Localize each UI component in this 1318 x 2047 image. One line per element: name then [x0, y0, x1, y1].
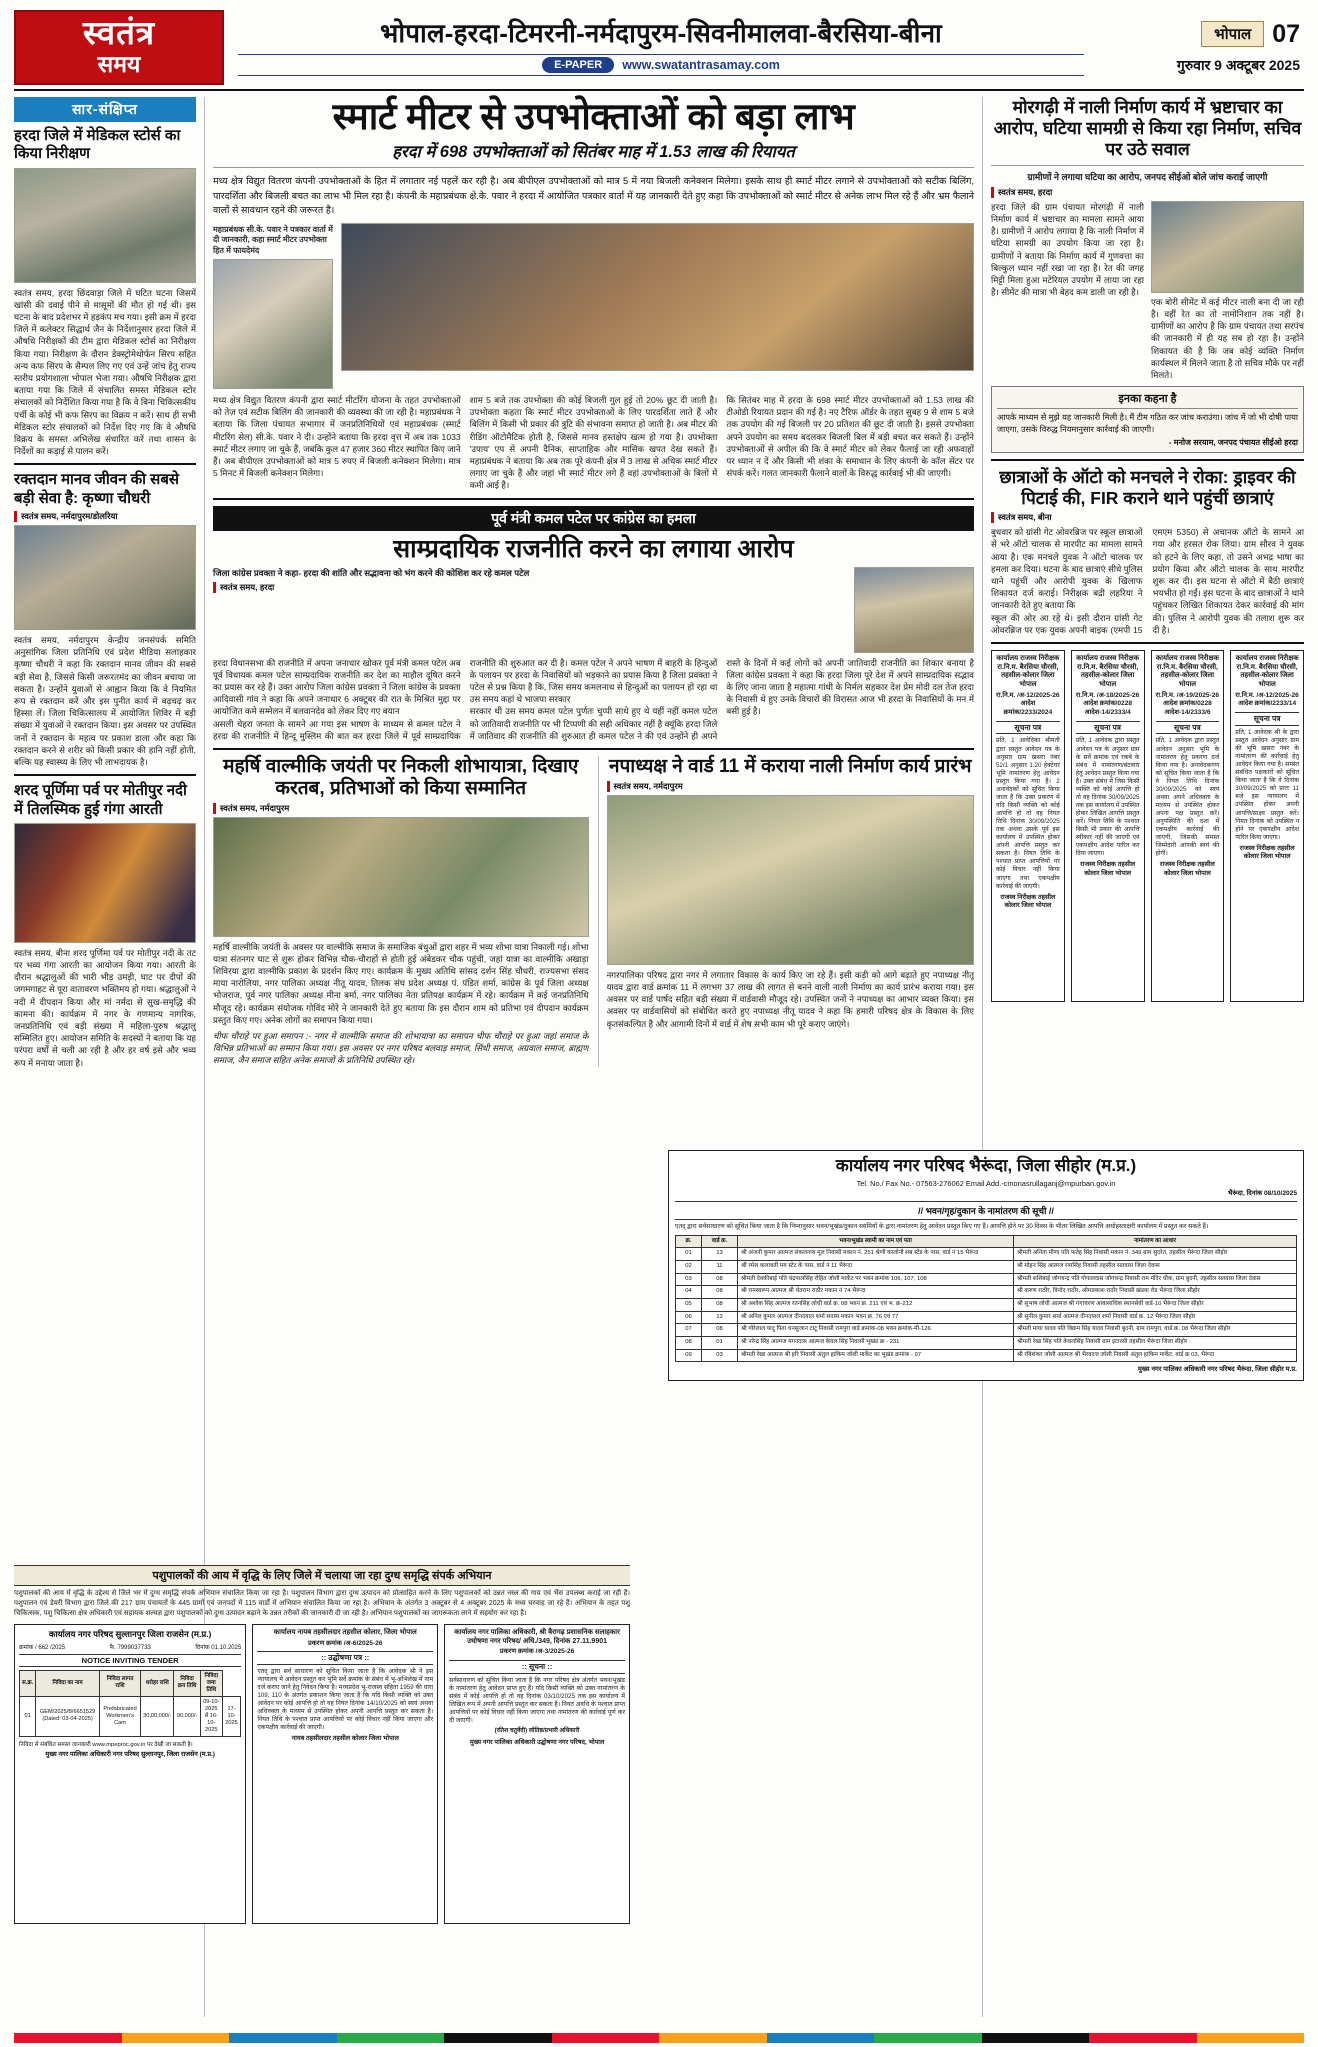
np-intro: एतद् द्वारा सर्वसाधारण को सूचित किया जाता है कि निम्नानुसार भवन/भूखंड/दुकान स्वामियों के द्वारा नामांतरण हेतु आवेदन प्रस्तुत किए गए हैं। आपत्ति होने पर 30 दिवस के भीतर लिखित आपत्ति अधोहस्ताक्षरी कार्यालय में प्रस्तुत कर सकते हैं।: [675, 1223, 1209, 1231]
np-col-ward: वार्ड क्र.: [702, 1235, 738, 1248]
tender-cell: 30,00,000/-: [141, 1696, 174, 1736]
np-cell: श्री अंजनी कुमार आत्मज संकलनाथ मूल निवासी मकान नं. 251 श्रेणी कालोनी सब स्टेंड के पास, वार्ड नं 15 भैरूंदा: [738, 1248, 1014, 1261]
np-cell: श्रीमती रेखा आत्मज श्री हरि निवासी अंतुल हाकिम जोशी मार्केट का भूखंड क्रमांक - 97: [738, 1349, 1014, 1362]
np-cell: 08: [702, 1273, 738, 1286]
nali-body: नगरपालिका परिषद द्वारा नगर में लगातार विकास के कार्य किए जा रहे हैं। इसी कड़ी को आगे बढ़ाते हुए नपाध्यक्ष नीतू यादव द्वारा वार्ड क्रमांक 11 में लगभग 37 लाख की लागत से बनने वाली नाली निर्माण का कार्य प्रारंभ कराया गया। इस अवसर पर वार्ड पार्षद सहित बड़ी संख्या में वार्डवासी मौजूद रहे। उपस्थित जनों ने नपाध्यक्ष का आभार व्यक्त किया। इस अवसर पर वार्डवासियों को संबोधित करते हुए नपाध्यक्ष नीतू यादव ने कहा कि हमारी परिषद क्षेत्र के विकास के लिए कृतसंकल्पित है और आगामी दिनों में वार्ड में शेष सभी काम भी पूरे कराए जाएंगे।: [606, 969, 974, 1029]
lead-subheadline: हरदा में 698 उपभोक्ताओं को सितंबर माह में 1.53 लाख की रियायत: [392, 142, 795, 161]
np-place-date: भैरूंदा, दिनांक 08/10/2025: [1227, 1190, 1297, 1198]
tender-office: कार्यालय नगर परिषद सुल्तानपुर जिला राजसेन (म.प्र.): [48, 1628, 212, 1639]
valmiki-story: [213, 756, 589, 1067]
np-cell: 07: [676, 1324, 702, 1337]
tender-band: NOTICE INVITING TENDER: [19, 1654, 241, 1667]
politics-photo: [854, 567, 974, 653]
politics-headline: साम्प्रदायिक राजनीति करने का लगाया आरोप: [393, 534, 794, 563]
tender-col-header: निविदा जमा तिथि: [200, 1670, 222, 1696]
np-cell: श्रीमती देवकीबाई पति चंद्रपालसिंह रोहित जोशी मार्केट पर भवन क्रमांक 106, 107, 108: [738, 1273, 1014, 1286]
np-table-row: [676, 1261, 1297, 1274]
politics-body-col-2: असली चेहरा जनता के सामने आ गया इस भाषण के माध्यम से कमल पटेल ने हरदा की राजनीति में हिन्दू मुस्लिम की बात कर हरदा जिले में पूर्व साम्प्रदायिक राजनीति की शुरुआत कर दी है। कमल पटेल ने अपने भाषण में बाहरी के हिन्दुओं के पलायन पर हरदा के निवासियों को भड़काने का प्रयास किया है जिला प्रवक्ता ने पटेल से प्रश्न किया है कि, जिस समय कमलनाथ से हिन्दुओं का पलायन हो रहा था उस समय कहां थे भाजपा सरकार: [213, 657, 718, 741]
notice-signature: राजस्व निरीक्षक तहसील कोलार जिला भोपाल: [1080, 861, 1136, 877]
np-cell: 11: [702, 1261, 738, 1274]
city-badge: भोपाल: [1201, 21, 1264, 47]
politics-kicker: पूर्व मंत्री कमल पटेल पर कांग्रेस का हमला: [213, 506, 974, 531]
notice-body: एतद् द्वारा सर्व साधारण को सूचित किया जाता है कि आवेदक श्री ने इस न्यायालय में आवेदन प्रस्तुत कर भूमि सर्वे क्रमांक के संबंध में भू-अभिलेख में नाम दर्ज कराए जाने हेतु निवेदन किया है। मध्यप्रदेश भू-राजस्व संहिता 1959 की धारा 109, 110 के अंतर्गत प्रकाशन किया जाता है कि यदि किसी व्यक्ति को उक्त आवेदन पर कोई आपत्ति हो तो वह नियत दिनांक 14/10/2025 को स्वयं अथवा अधिवक्ता के माध्यम से उपस्थित होकर अपनी आपत्ति प्रस्तुत कर सकता है। नियत तिथि के पश्चात प्राप्त आपत्तियों पर कोई विचार नहीं किया जाएगा और एकपक्षीय कार्रवाई की जाएगी।: [257, 1667, 434, 1732]
valmiki-footnote: चीफ चौराहे पर हुआ समापन :- नगर में वाल्मीकि समाज की शोभायात्रा का समापन चीफ चौराहे पर हुआ जहां समाज के विभिन्न प्रतिभाओं का सम्मान किया गया। इस अवसर पर नगर परिषद बलवाड़ समाज, सिंधी समाज, अग्रवाल समाज, ब्राह्मण समाज, जैन समाज सहित अनेक समाजों के प्रतिनिधि उपस्थित रहे।: [213, 1031, 589, 1066]
np-band: // भवन/गृह/दुकान के नामांतरण की सूची //: [675, 1201, 1297, 1220]
cattle-campaign-text: पशुपालकों की आय में वृद्धि के उद्देश्य से जिले भर में दुग्ध समृद्धि संपर्क अभियान संचालित किया जा रहा है। पशुपालन विभाग द्वारा दुग्ध उत्पादन को प्रोत्साहित करने के लिए पशुपालकों को उन्नत नस्ल की गाय एवं भैंस उपलब्ध कराई जा रही हैं। पशुपालन एवं डेयरी विभाग द्वारा जिले की 217 ग्राम पंचायतों के 445 ग्रामों एवं जनपदों में 115 वार्डों में अभियान संचालित किया जा रहा है। अभियान के अंतर्गत 3 अक्टूबर से 4 अक्टूबर 2025 के मध्य घरवाह जा रहे हैं। अभियान के तहत पशु चिकित्सक, पशु चिकित्सा क्षेत्र अधिकारी एवं सहायक शल्यज्ञ द्वारा पशुपालकों को दुग्ध उत्पादन बढ़ाने के उन्नत तरीकों की जानकारी दी जा रही है। अभियान पशुपालकों का जागरूकता लाने में सहयोग कर रहा है।: [14, 1590, 630, 1617]
masthead-right: [1084, 10, 1304, 85]
nali-story: [598, 756, 975, 1067]
tender-ref-no: क्रमांक / 662 /2025: [19, 1644, 66, 1651]
notice-card: [1071, 650, 1145, 1002]
mid-lower-stories: [213, 756, 974, 1067]
article-photo: [14, 823, 196, 943]
notice-case-no: रा.नि.म. /अ-19/2025-26 आदेश क्रमांक/0228 आदेश-14/2333/6: [1155, 691, 1220, 717]
np-table-row: [676, 1248, 1297, 1261]
revenue-notices: [991, 650, 1304, 1002]
auto-body-col-2: स्कूल की ओर आ रहे थे। इसी दौरान ग्रांसी गेट ओवरब्रिज पर एक युवक अपनी बाइक (एमपी 15 एमएम 5350) से अचानक ऑटो के सामने आ गया और हरसत रोक लिया। ग्राम सौरव ने युवक को हटने के लिए कहा, तो उसने अभद्र भाषा का प्रयोग किया और ऑटो चालक के साथ मारपीट शुरू कर दी। इस घटना से ऑटो में बैठी छात्राएं भयभीत हो गईं। इस घटना के बाद छात्राओं ने थाने पहुंचकर लिखित शिकायत देकर कार्रवाई की मांग की। पुलिस ने आरोपी युवक की तलाश शुरू कर दी है।: [991, 527, 1304, 635]
notice-band: :: सूचना ::: [449, 1660, 625, 1674]
masthead-center: [224, 10, 1084, 85]
np-cell: 09: [676, 1349, 702, 1362]
np-title: कार्यालय नगर परिषद भैरूंदा, जिला सीहोर (म.प्र.): [835, 1156, 1137, 1175]
notice-band: सूचना पत्र: [1076, 721, 1140, 735]
tender-signature: मुख्य नगर पालिका अधिकारी नगर परिषद सुल्तानपुर, जिला राजसेन (म.प्र.): [45, 1750, 215, 1758]
politics-byline: स्वतंत्र समय, हरदा: [213, 582, 846, 593]
tender-notice: [14, 1624, 246, 1924]
tender-cell: 01: [20, 1696, 36, 1736]
np-cell: 08: [702, 1299, 738, 1312]
morgadhi-headline: मोरगढ़ी में नाली निर्माण कार्य में भ्रष्टाचार का आरोप, घटिया सामग्री से किया रहा निर्माण, सचिव पर उठे सवाल: [993, 96, 1302, 159]
article-body: स्वतंत्र समय, हरदा छिंदवाड़ा जिले में घटित घटना जिसमें खांसी की दवाई पीने से मासूमों की मौत हो गई थी। इस घटना के बाद प्रदेशभर में हड़कंप मच गया। इसी क्रम में हरदा जिले में कलेक्टर सिद्धार्थ जैन के निर्देशानुसार हरदा जिले में औषधि निरीक्षकों की टीम द्वारा मेडिकल स्टोर्स का निरीक्षण किया गया। निरीक्षण के दौरान डेक्स्ट्रोमेथोर्फन सिरप सहित अन्य कफ सिरप के सैम्पल लिए गए एवं उन्हें जांच हेतु राज्य स्तरीय प्रयोगशाला भोपाल भेजा गया। औषधि निरीक्षक द्वारा बताया गया कि जिले में संचालित समस्त मेडिकल स्टोर संचालकों को निर्देशित किया गया है कि वे बिना चिकित्सकीय पर्ची के कोई भी कफ सिरप का विक्रय न करें। साथ ही सभी मेडिकल स्टोर संचालकों को निर्देश दिए गए कि वे औषधि विक्रय के समस्त अभिलेख संधारित करें तथा शासन के निर्देशों का कड़ाई से पालन करें।: [14, 287, 196, 457]
tender-table-row: [20, 1696, 241, 1736]
notice-case-no: रा.नि.म. /अ-12/2025-26 आदेश क्रमांक/2233/2024: [996, 691, 1060, 717]
article-body: स्वतंत्र समय, नर्मदापुरम केन्द्रीय जनसंपर्क समिति अनुसांगिक जिला प्रतिनिधि एवं प्रदेश मीडिया सलाहकार कृष्णा चौधरी ने कहा कि रक्तदान मानव जीवन की सबसे बड़ी सेवा है, जिससे किसी जरूरतमंद का जीवन बचाया जा सकता है। उन्होंने युवाओं से आह्वान किया कि वे नियमित रूप से रक्तदान करें और इस पुनीत कार्य में बढ़चढ़ कर हिस्सा लें। जिला चिकित्सालय में आयोजित शिविर में बड़ी संख्या में युवाओं ने रक्तदान किया। इस अवसर पर उपस्थित जनों ने रक्तदान के महत्व पर प्रकाश डाला और कहा कि रक्तदान करने से शरीर को किसी प्रकार की हानि नहीं होती, बल्कि यह स्वास्थ्य के लिए भी लाभदायक है।: [14, 634, 196, 767]
notice-office: कार्यालय नायब तहसीलदार तहसील कोलार, जिला भोपाल: [273, 1628, 417, 1636]
lead-body-col-1: मध्य क्षेत्र विद्युत वितरण कंपनी द्वारा स्मार्ट मीटरिंग योजना के तहत उपभोक्ताओं को तेज़ एवं सटीक बिलिंग की जानकारी की व्यवस्था की जा रही है। महाप्रबंधक ने बताया कि जिला पंचायत सभागार में जनप्रतिनिधियों एवं महाप्रबंधक (स्मार्ट मीटरिंग सेल) सी.के. पवार ने दी। उन्होंने बताया कि हरदा वृत्त में अब तक 1033 स्मार्ट मीटर लगाए जा चुके हैं, जबकि कुल 47 हजार 360 मीटर स्थापित किए जाने हैं। अब बीपीएल उपभोक्ताओं को मात्र 5 रुपए में बिजली कनेक्शन मिलेगा। मात्र 5 मिनट में बिजली कनेक्शन मिलेगा।: [213, 394, 461, 479]
auto-story: [991, 467, 1304, 636]
np-cell: 06: [676, 1311, 702, 1324]
city-page-row: [1201, 20, 1300, 49]
notice-office: कार्यालय राजस्व निरीक्षक रा.नि.म. बैरसिया चौरसी, तहसील-कोलार जिला भोपाल: [1235, 654, 1299, 689]
np-cell: श्री अशोक सिंह आत्मज रतनसिंह लोधी वार्ड क्र. 08 भवन क्र. 211 एवं भ. क्र-212: [738, 1299, 1014, 1312]
lead-story: [213, 97, 974, 492]
np-cell: 08: [676, 1337, 702, 1350]
website-url[interactable]: www.swatantrasamay.com: [622, 58, 780, 73]
morgadhi-subhead: ग्रामीणों ने लगाया घटिया का आरोप, जनपद सीईओ बोले जांच कराई जाएगी: [1027, 171, 1268, 182]
morgadhi-byline: स्वतंत्र समय, हरदा: [991, 187, 1304, 198]
np-table: [675, 1235, 1297, 1363]
notice-body: प्रति, 1 आवेदक श्री के द्वारा प्रस्तुत आवेदन अनुसार ग्राम की भूमि खसरा नंबर के नामांतरण की कार्रवाई हेतु आवेदन किया गया है। समस्त संबंधित पक्षकारों को सूचित किया जाता है कि वे दिनांक 30/09/2025 को प्रातः 11 बजे इस न्यायालय में उपस्थित होकर अपनी आपत्ति/साक्ष्य प्रस्तुत करें। नियत दिनांक को उपस्थित न होने पर एकपक्षीय आदेश पारित किया जाएगा।: [1235, 728, 1299, 841]
notice-band: सूचना पत्र: [996, 721, 1060, 735]
cattle-campaign-head: पशुपालकों की आय में वृद्धि के लिए जिले में चलाया जा रहा दुग्ध समृद्धि संपर्क अभियान: [14, 1565, 630, 1586]
np-cell: 03: [702, 1349, 738, 1362]
np-cell: श्री सुनील कुमार शर्मा आत्मज दीनदयाल शर्मा निवासी वार्ड क्र. 12 भैरूंदा जिला सीहोर: [1014, 1311, 1297, 1324]
notice-band: सूचना पत्र: [1156, 721, 1220, 735]
morgadhi-body-col-1: हरदा जिले की ग्राम पंचायत मोरगढ़ी में नाली निर्माण कार्य में भ्रष्टाचार का मामला सामने आया है। ग्रामीणों ने आरोप लगाया है कि नाली निर्माण में घटिया सामग्री का उपयोग किया जा रहा है। ग्रामीणों ने बताया कि निर्माण कार्य में गुणवत्ता का बिल्कुल ध्यान नहीं रखा जा रहा है। रेत की जगह मिट्टी मिला हुआ मटेरियल उपयोग में लाया जा रहा है। सीमेंट की मात्रा भी बेहद कम डाली जा रही है।: [991, 201, 1144, 298]
np-cell: 03: [676, 1273, 702, 1286]
notice-signature: नायब तहसीलदार तहसील कोलार जिला भोपाल: [291, 1735, 399, 1743]
np-col-basis: नामांतरण का आधार: [1014, 1235, 1297, 1248]
article-headline: शरद पूर्णिमा पर्व पर मोतीपुर नदी में तिलस्मिक हुई गंगा आरती: [14, 782, 187, 818]
np-signature: मुख्य नगर पालिका अधिकारी नगर परिषद भैरूंदा, जिला सीहोर म.प्र.: [1137, 1366, 1297, 1374]
np-table-row: [676, 1286, 1297, 1299]
valmiki-photo: [213, 817, 589, 937]
notice-band: :: उद्घोषणा पत्र ::: [257, 1651, 433, 1665]
np-cell: श्रीमती शशिबाई जोगचन्द्र पति गोपालदास जोगचन्द्र निवासी राम मंदिर चौक, ग्राम बुदनी, तहसील सतवास जिला देवास: [1014, 1273, 1297, 1286]
tender-cell: Prefabricated Workmen's Cam: [100, 1696, 141, 1736]
np-cell: श्री करुण राठौर, विनोद राठौर, ओमप्रकाश राठौर निवासी खंडवा रोड भैरूंदा जिला सीहोर: [1014, 1286, 1297, 1299]
morgadhi-body-col-2: एक बोरी सीमेंट में कई मीटर नाली बना दी जा रही है। वहीं रेत का तो नामोनिशान तक नहीं है। ग्रामीणों का आरोप है कि ग्राम पंचायत तथा सरपंच की जानकारी में ही यह सब हो रहा है। उन्होंने शिकायत की है कि जब कोई व्यक्ति निर्माण कार्यस्थल में मिलने जाता है तो सचिव मौके पर नहीं मिलते।: [1151, 296, 1304, 380]
tender-col-header: धरोहर राशि: [141, 1670, 174, 1696]
np-cell: श्री मोहन सिंह आत्मज रामसिंह निवासी तहसील सतवास जिला देवास: [1014, 1261, 1297, 1274]
notice-signature: राजस्व निरीक्षक तहसील कोलार जिला भोपाल: [1159, 861, 1215, 877]
article-photo: [14, 168, 196, 283]
notice-body: प्रति, 1 आवेदक द्वारा प्रस्तुत आवेदन पत्र के अनुसार ग्राम के सर्वे क्रमांक एवं रकबे के संबंध में नामांतरण/बंटवारा हेतु आवेदन प्रस्तुत किया गया है। उक्त संबंध में जिस किसी व्यक्ति को कोई आपत्ति हो तो वह दिनांक 30/09/2025 तक इस कार्यालय में उपस्थित होकर लिखित आपत्ति प्रस्तुत करें। नियत तिथि के पश्चात किसी भी प्रकार की आपत्ति स्वीकार नहीं की जाएगी एवं एकपक्षीय आदेश पारित कर दिया जाएगा।: [1075, 737, 1140, 858]
tender-table-header-row: [20, 1670, 241, 1696]
np-cell: श्रीमती रेखा सिंह पति केवलसिंह निवासी ग्राम इटारसी तहसील भैरूंदा जिला सीहोर: [1014, 1337, 1297, 1350]
np-cell: श्री रमेश कलावती मय स्टेट के पास, वार्ड नं 11 भैरूंदा: [738, 1261, 1014, 1274]
notice-body: प्रति, 1 आवेदिका श्रीमती द्वारा प्रस्तुत आवेदन पत्र के अनुसार ग्राम खसरा नंबर 52/1 अनुसार 1.20 हेक्टेयर भूमि नामांतरण हेतु आवेदन प्रस्तुत किया गया है। 2 अनावेदकों को सूचित किया जाता है कि उक्त प्रकरण में यदि किसी व्यक्ति को कोई आपत्ति हो तो वह नियत तिथि दिनांक 30/09/2025 तक अथवा उसके पूर्व इस कार्यालय में उपस्थित होकर अपनी आपत्ति प्रस्तुत कर सकता है। नियत तिथि के पश्चात प्राप्त आपत्तियों पर कोई विचार नहीं किया जाएगा तथा एकपक्षीय कार्रवाई की जाएगी।: [996, 737, 1060, 890]
np-table-row: [676, 1311, 1297, 1324]
np-cell: श्री नरेन्द्र सिंह आत्मज मगनदास आत्मज केवल सिंह निवासी भूखंड क्र - 231: [738, 1337, 1014, 1350]
valmiki-byline: स्वतंत्र समय, नर्मदापुरम: [213, 803, 589, 814]
epaper-badge[interactable]: E-PAPER: [542, 57, 614, 73]
np-cell: श्रीमती अनिता मीणा पति फतेह सिंह निवासी मकान नं. 349 ग्राम सुदरेत, तहसील भैरूंदा जिला सीहोर: [1014, 1248, 1297, 1261]
lead-body-col-2: शाम 5 बजे तक उपभोक्ता की कोई बिजली गुल हुई तो 20% छूट दी जाती है। उपभोक्ता कहता कि स्मार्ट मीटर उपभोक्ताओं के लिए पारदर्शिता लाते हैं और बिलिंग में किसी भी प्रकार की त्रुटि की संभावना समाप्त हो जाती है। अब मीटर की रीडिंग ऑटोमैटिक होती है, जिससे मानव हस्तक्षेप खत्म हो गया है। उपभोक्ता 'उपाय' एप से अपनी दैनिक, साप्ताहिक और मासिक खपत देख सकते हैं। महाप्रबंधक ने बताया कि अब तक पूरे कंपनी क्षेत्र में 3 लाख से अधिक स्मार्ट मीटर लगाए जा चुके हैं और जहां भी स्मार्ट मीटर लगे हैं वहां उपभोक्ताओं के बिलों में कमी आई है।: [469, 394, 718, 491]
tender-col-header: निविदा का नाम: [36, 1670, 100, 1696]
logo-sub-text: समय: [97, 50, 141, 77]
valmiki-headline: महर्षि वाल्मीकि जयंती पर निकली शोभायात्रा, दिखाए करतब, प्रतिभाओं को किया सम्मानित: [223, 755, 579, 799]
tender-date: दिनांक 01.10.2025: [195, 1644, 242, 1651]
nali-headline: नपाध्यक्ष ने वार्ड 11 में कराया नाली निर्माण कार्य प्रारंभ: [608, 755, 972, 777]
notice-office: कार्यालय राजस्व निरीक्षक रा.नि.म. बैरसिया चौरसी, तहसील-कोलार जिला भोपाल: [996, 654, 1060, 689]
np-cell: 02: [676, 1261, 702, 1274]
lead-headline: स्मार्ट मीटर से उपभोक्ताओं को बड़ा लाभ: [332, 95, 855, 137]
morgadhi-quote-box: [991, 386, 1304, 453]
notice-case-no: रा.नि.म. /अ-18/2025-26 आदेश क्रमांक/0228 आदेश-14/2333/4: [1075, 691, 1140, 717]
lead-body-col-3: कि सितंबर माह में हरदा के 698 स्मार्ट मीटर उपभोक्ताओं को 1.53 लाख की टीओडी रियायत प्रदान की गई है। नए टैरिफ ऑर्डर के तहत सुबह 9 से शाम 5 बजे तक उपयोग की गई बिजली पर 20 प्रतिशत की छूट दी जाती है। इससे उपभोक्ता अपने उपयोग का समय बदलकर बिजली बिल में बड़ी बचत कर सकते हैं। उन्होंने उपभोक्ताओं से अपील की कि वे स्मार्ट मीटर को लेकर फैलाई जा रही अफवाहों पर ध्यान न दें और किसी भी शंका के समाधान के लिए कंपनी के कॉल सेंटर पर संपर्क करें। गलत जानकारी फैलाने वालों के विरुद्ध कार्रवाई भी की जाएगी।: [726, 394, 974, 479]
np-cell: 13: [702, 1248, 738, 1261]
notice-card: [991, 650, 1065, 1002]
np-table-header-row: [676, 1235, 1297, 1248]
quote-attribution: - मनोज सरयाम, जनपद पंचायत सीईओ हरदा: [1168, 438, 1298, 448]
tender-cell: GEM/2025/B/6651529 (Dated: 03-04-2025): [36, 1696, 100, 1736]
newspaper-logo: [14, 10, 224, 85]
politics-story: [213, 506, 974, 742]
bottom-left-stack: [14, 1565, 630, 1924]
politics-body-col-3: सरकार थी उस समय कमल पटेल पुर्णतः चुप्पी साधे हुए थे यहीं नहीं कमल पटेल को जातिवादी राजनीति पर भी टिप्पणी की सही अधिकार नहीं है क्यूंकि हरदा जिले में जातिवाद की राजनीति की शुरुआत ही कमल पटेल ने की एवं उन्होंने ही अपने रास्ते के दिनों में कई लोगों को अपनी जातिवादी राजनीति का शिकार बनाया है जिला कांग्रेस प्रवक्ता ने कहा कि हरदा जिला पूरे देश में अपने साम्प्रदायिक सद्भाव के लिए जाना जाता है महात्मा गांधी के निर्मल सहकार देश प्रेम मोदी दल तेज हरदा के निवासी थे हुए उनके विचारों की विरासत आज भी हरदा के निवासियों के मन में बसी हुई है।: [469, 657, 974, 741]
notice-body: सर्वसाधारण को सूचित किया जाता है कि नगर परिषद क्षेत्र अंतर्गत भवन/भूखंड के नामांतरण हेतु आवेदन प्राप्त हुए हैं। यदि किसी व्यक्ति को उक्त नामांतरण के संबंध में कोई आपत्ति हो तो वह दिनांक 03/10/2025 तक इस कार्यालय में लिखित रूप में अपनी आपत्ति प्रस्तुत कर सकता है। नियत अवधि के पश्चात प्राप्त आपत्तियों पर कोई विचार नहीं किया जाएगा तथा नामांतरण की कार्रवाई पूर्ण कर दी जाएगी।: [449, 1676, 625, 1725]
np-cell: श्री रविशंकर जोशी आत्मज श्री भैरवदत्त जोशी निवासी अंतुल हाकिम मार्केट, वार्ड क्र 03, भैरूंदा: [1014, 1349, 1297, 1362]
np-cell: श्रीमती माया यादव पति विक्रम सिंह यादव निवासी बुदनी, ग्राम रामपुरा, वार्ड क्र. 08 भैरूंदा जिला सीहोर: [1014, 1324, 1297, 1337]
np-table-row: [676, 1273, 1297, 1286]
np-cell: श्री सुभाष लोधी आत्मज श्री गंगाचरण आवासाधिक स्थानसेवी वार्ड-10 भैरूंदा जिला सीहोर: [1014, 1299, 1297, 1312]
quote-text: आपके माध्यम से मुझे यह जानकारी मिली है। मैं टीम गठित कर जांच कराउंगा। जांच में जो भी दोषी पाया जाएगा, उसके विरुद्ध नियमानुसार कार्रवाई की जाएगी।: [997, 413, 1298, 434]
edition-list: भोपाल-हरदा-टिमरनी-नर्मदापुरम-सिवनीमालवा-बैरसिया-बीना: [380, 17, 942, 48]
np-table-row: [676, 1337, 1297, 1350]
bottom-notices-row: [14, 1624, 630, 1924]
notice-officer-label: (रतिश चतुर्वेदी) लोतिष्ठ/प्रभारी अधिकारी: [494, 1728, 580, 1735]
notice-card: [1151, 650, 1225, 1002]
section-header-summary: सार-संक्षिप्त: [14, 97, 196, 122]
notice-body: प्रति, 1 आवेदक द्वारा प्रस्तुत आवेदन अनुसार भूमि के नामांतरण हेतु प्रकरण दर्ज किया गया है। अनावेदकगण को सूचित किया जाता है कि वे नियत तिथि दिनांक 30/09/2025 को स्वयं अथवा अपने अधिवक्ता के माध्यम से उपस्थित होकर अपना पक्ष प्रस्तुत करें। अनुपस्थिति की दशा में एकपक्षीय कार्रवाई की जाएगी, जिसकी समस्त जिम्मेदारी आपकी स्वयं की होगी।: [1155, 737, 1220, 858]
auto-byline: स्वतंत्र समय, बीना: [991, 512, 1304, 523]
notice-office: कार्यालय नगर पालिका अधिकारी, श्री बैरागढ़ प्रशासनिक सलाहकार उधोषणा नगर परिषद/ अधि./349, दिनांक 27.11.9901: [454, 1628, 620, 1645]
np-table-row: [676, 1324, 1297, 1337]
np-cell: 12: [702, 1311, 738, 1324]
notice-band: सूचना पत्र: [1235, 712, 1299, 726]
tender-footnote: निविदा से संबंधित समस्त जानकारी www.mpeproc.gov.in पर देखी जा सकती है।: [19, 1741, 193, 1748]
politics-deck: जिला कांग्रेस प्रवक्ता ने कहा- हरदा की शांति और सद्भावना को भंग करने की कोशिश कर रहे कमल पटेल: [213, 567, 530, 578]
notice-case-no: रा.नि.म. /अ-12/2025-26 आदेश क्रमांक/2233/14: [1235, 691, 1299, 708]
np-cell: 05: [676, 1299, 702, 1312]
np-cell: 08: [702, 1286, 738, 1299]
auto-headline: छात्राओं के ऑटो को मनचले ने रोका: ड्राइवर की पिटाई की, FIR कराने थाने पहुंचीं छात्राएं: [999, 467, 1296, 509]
tender-col-header: निविदा लागत राशि: [100, 1670, 141, 1696]
color-registration-bar: [14, 2033, 1304, 2043]
np-cell: श्री अनिल कुमार आत्मज दीनदयाल शर्मा सदस्य मकान भवन क्र. 76 एवं 77: [738, 1311, 1014, 1324]
article-headline: रक्तदान मानव जीवन की सबसे बड़ी सेवा है: कृष्णा चौधरी: [14, 471, 180, 507]
page-number: 07: [1272, 19, 1300, 48]
politics-body-col-1: हरदा विधानसभा की राजनीति में अपना जनाधार खोकर पूर्व मंत्री कमल पटेल अब पूर्व विधायक कमल पटेल साम्प्रदायिक राजनीति कर देश का माहौल दूषित करने का प्रयास कर रहे हैं। उक्त आरोप जिला कांग्रेस प्रवक्ता ने जिला कांग्रेस के प्रवक्ता आदिवासी गांव ने कहा कि अपने जनाधार 6 अक्टूबर की रात के मिश्रित मुद्दा पर आयोजित कमे सम्मेलन में बलवानदेव को लेकर दिए गए बयान: [213, 657, 461, 717]
article-photo: [14, 525, 196, 630]
np-table-row: [676, 1299, 1297, 1312]
np-table-row: [676, 1349, 1297, 1362]
lead-photo-press-conf: [341, 223, 974, 371]
notice-signature: मुख्य नगर पालिका अधिकारी उद्घोषणा नगर परिषद, भोपाल: [469, 1738, 605, 1746]
notice-office: कार्यालय राजस्व निरीक्षक रा.नि.म. बैरसिया चौरसी, तहसील-कोलार जिला भोपाल: [1155, 654, 1219, 689]
tender-meta: [19, 1643, 241, 1651]
notice-signature: राजस्व निरीक्षक तहसील कोलार जिला भोपाल: [1000, 893, 1056, 909]
tender-cell: 17-10-2025: [222, 1696, 241, 1736]
morgadhi-photo: [1151, 201, 1304, 293]
article-body: स्वतंत्र समय, बीना शरद पूर्णिमा पर्व पर मोतीपुर नदी के तट पर भव्य गंगा आरती का आयोजन किया गया। आरती के दौरान श्रद्धालुओं की भारी भीड़ उमड़ी, घाट पर दीपों की जगमगाहट से पूरा वातावरण भक्तिमय हो गया। श्रद्धालुओं ने नदी में दीपदान किया और मां नर्मदा से सुख-समृद्धि की कामना की। कार्यक्रम में नगर के गणमान्य नागरिक, जनप्रतिनिधि एवं बड़ी संख्या में महिला-पुरुष श्रद्धालु सम्मिलित हुए। आयोजन समिति के सदस्यों ने बताया कि यह परंपरा वर्षों से चली आ रही है और हर वर्ष इसे और भव्य रूप में मनाया जाता है।: [14, 947, 196, 1068]
quote-title: इनका कहना है: [997, 391, 1298, 409]
tender-col-header: निविदा क्रय तिथि: [174, 1670, 200, 1696]
publication-date: गुरुवार 9 अक्टूबर 2025: [1176, 56, 1300, 73]
nali-byline: स्वतंत्र समय, नर्मदापुरम: [607, 781, 975, 792]
right-column: [982, 97, 1304, 2017]
notice-office: कार्यालय राजस्व निरीक्षक रा.नि.म. बैरसिया चौरसी, तहसील-कोलार जिला भोपाल: [1076, 654, 1140, 689]
left-article-1: [14, 127, 196, 457]
tender-table: [19, 1670, 241, 1737]
tender-cell: 09-10-2025 से 16-10-2025: [200, 1696, 222, 1736]
np-cell: 08: [702, 1324, 738, 1337]
np-col-sno: क्र.: [676, 1235, 702, 1248]
np-cell: 01: [676, 1248, 702, 1261]
np-col-owner: भवन/भूखंड स्वामी का नाम एवं पता: [738, 1235, 1014, 1248]
logo-main-text: स्वतंत्र: [82, 14, 156, 51]
auto-body-col-1: बुधवार को ग्रांसी गेट ओवरब्रिज पर स्कूल छात्राओं से भरे ऑटो चालक से मारपीट का मामला सामने आया है। एक मनचले युवक ने ऑटो चालक पर हमला कर दिया। घटना के बाद छात्राएं सीधे पुलिस थाने पहुंचीं और आरोपी युवक के खिलाफ शिकायत दर्ज कराई। निरीक्षक बद्री लहरिया ने जानकारी देते हुए बताया कि: [991, 527, 1143, 611]
article-byline: स्वतंत्र समय, नर्मदापुरम/डोलरिया: [14, 511, 196, 522]
tender-cell: 90,000/-: [174, 1696, 200, 1736]
nagar-palika-notice: [444, 1624, 630, 1924]
notice-case-no: प्रकरण क्रमांक /अ-6/2025-26: [307, 1639, 383, 1647]
np-cell: श्री गोरेलाल यादु पिता धनसुजान टाटू निवासी रामपुरा वार्ड क्रमांक-08 भवन क्रमांक-मी-126: [738, 1324, 1014, 1337]
epaper-bar: [238, 54, 1084, 76]
notice-case-no: प्रकरण क्रमांक /अ-3/2025-26: [499, 1648, 575, 1656]
lead-photo-meter: [213, 259, 333, 389]
left-article-3: [14, 782, 196, 1069]
valmiki-body: महर्षि वाल्मीकि जयंती के अवसर पर वाल्मीकि समाज के समाजिक बंधुओं द्वारा शहर में भव्य शोभा यात्रा निकाली गई। शोभा यात्रा संतनगर घाट से शुरू होकर विभिन्न चौक-चौराहों से होती हुई अंबेडकर चौक पहुंची, जहां यात्रा का वाल्मीकि अखाड़ा शिविरया द्वारा वाल्मीकि प्रकाश के प्रदर्शन किए गए। कार्यक्रम के मुख्य अतिथि सांसद दर्शन सिंह चौधरी, राज्यसभा संसद माया नारोलिया, नगर पालिका अध्यक्ष नीतू यादव, तिलक संघ प्रदेश अध्यक्ष पं. पंडित शर्मा, कांग्रेस के पूर्व जिला अध्यक्ष भोजराज, पूर्व नगर पालिका अध्यक्ष मीना बर्मा, नगर पालिका नेता प्रतिपक्ष कार्यक्रम में रहे। कार्यक्रम में कई जनप्रतिनिधि मौजूद रहे। कार्यक्रम संयोजक गोविंद मोरे ने जानकारी देते हुए बताया कि इस दौरान शाम को प्रतिभा एवं दीपदान कार्यक्रम प्रस्तुत किए गए। अनेक लोगों का समापन किया गया।: [213, 941, 589, 1025]
nali-photo: [607, 795, 975, 965]
lead-photo-caption: महाप्रबंधक सी.के. पवार ने पत्रकार वार्ता में दी जानकारी, कहा स्मार्ट मीटर उपभोक्ता हित में फायदेमंद: [213, 224, 333, 255]
notice-signature: राजस्व निरीक्षक तहसील कोलार जिला भोपाल: [1239, 844, 1295, 861]
left-article-2: [14, 471, 196, 768]
np-contact: Tel. No./ Fax No.- 07563-276062 Email Add.-cmonasrullaganj@mpurban.gov.in: [856, 1179, 1116, 1189]
morgadhi-story: [991, 97, 1304, 453]
tender-phone: फै. 7999037733: [109, 1644, 151, 1651]
tehsildar-notice: [252, 1624, 438, 1924]
tender-col-header: स.क्र.: [20, 1670, 36, 1696]
np-cell: श्री रामस्वरूप आत्मज श्री चेतराम राठौर मकान नं 74 भैरूंदा: [738, 1286, 1014, 1299]
article-headline: हरदा जिले में मेडिकल स्टोर्स का किया निरीक्षण: [14, 126, 181, 163]
lead-intro: मध्य क्षेत्र विद्युत वितरण कंपनी उपभोक्ताओं के हित में लगातार नई पहलें कर रही है। अब बीपीएल उपभोक्ताओं को मात्र 5 में नया बिजली कनेक्शन मिलेगा। इसके साथ ही स्मार्ट मीटर लगाने से उपभोक्ताओं को सटीक बिलिंग, पारदर्शिता और बिजली बचत का लाभ भी मिल रहा है। कंपनी के महाप्रबंधक क्षे.के. पवार ने हरदा में आयोजित पत्रकार वार्ता में यह जानकारी देते हुए कहा कि उपभोक्ताओं को स्मार्ट मीटर से अनेक लाभ मिल रहे हैं और भ्रम फैलाने वालों से सावधान रहने की जरूरत है।: [213, 175, 974, 215]
np-cell: 04: [676, 1286, 702, 1299]
masthead: [14, 10, 1304, 91]
np-cell: 01: [702, 1337, 738, 1350]
notice-card: [1230, 650, 1304, 1002]
nagar-parishad-notice: [668, 1150, 1304, 1381]
